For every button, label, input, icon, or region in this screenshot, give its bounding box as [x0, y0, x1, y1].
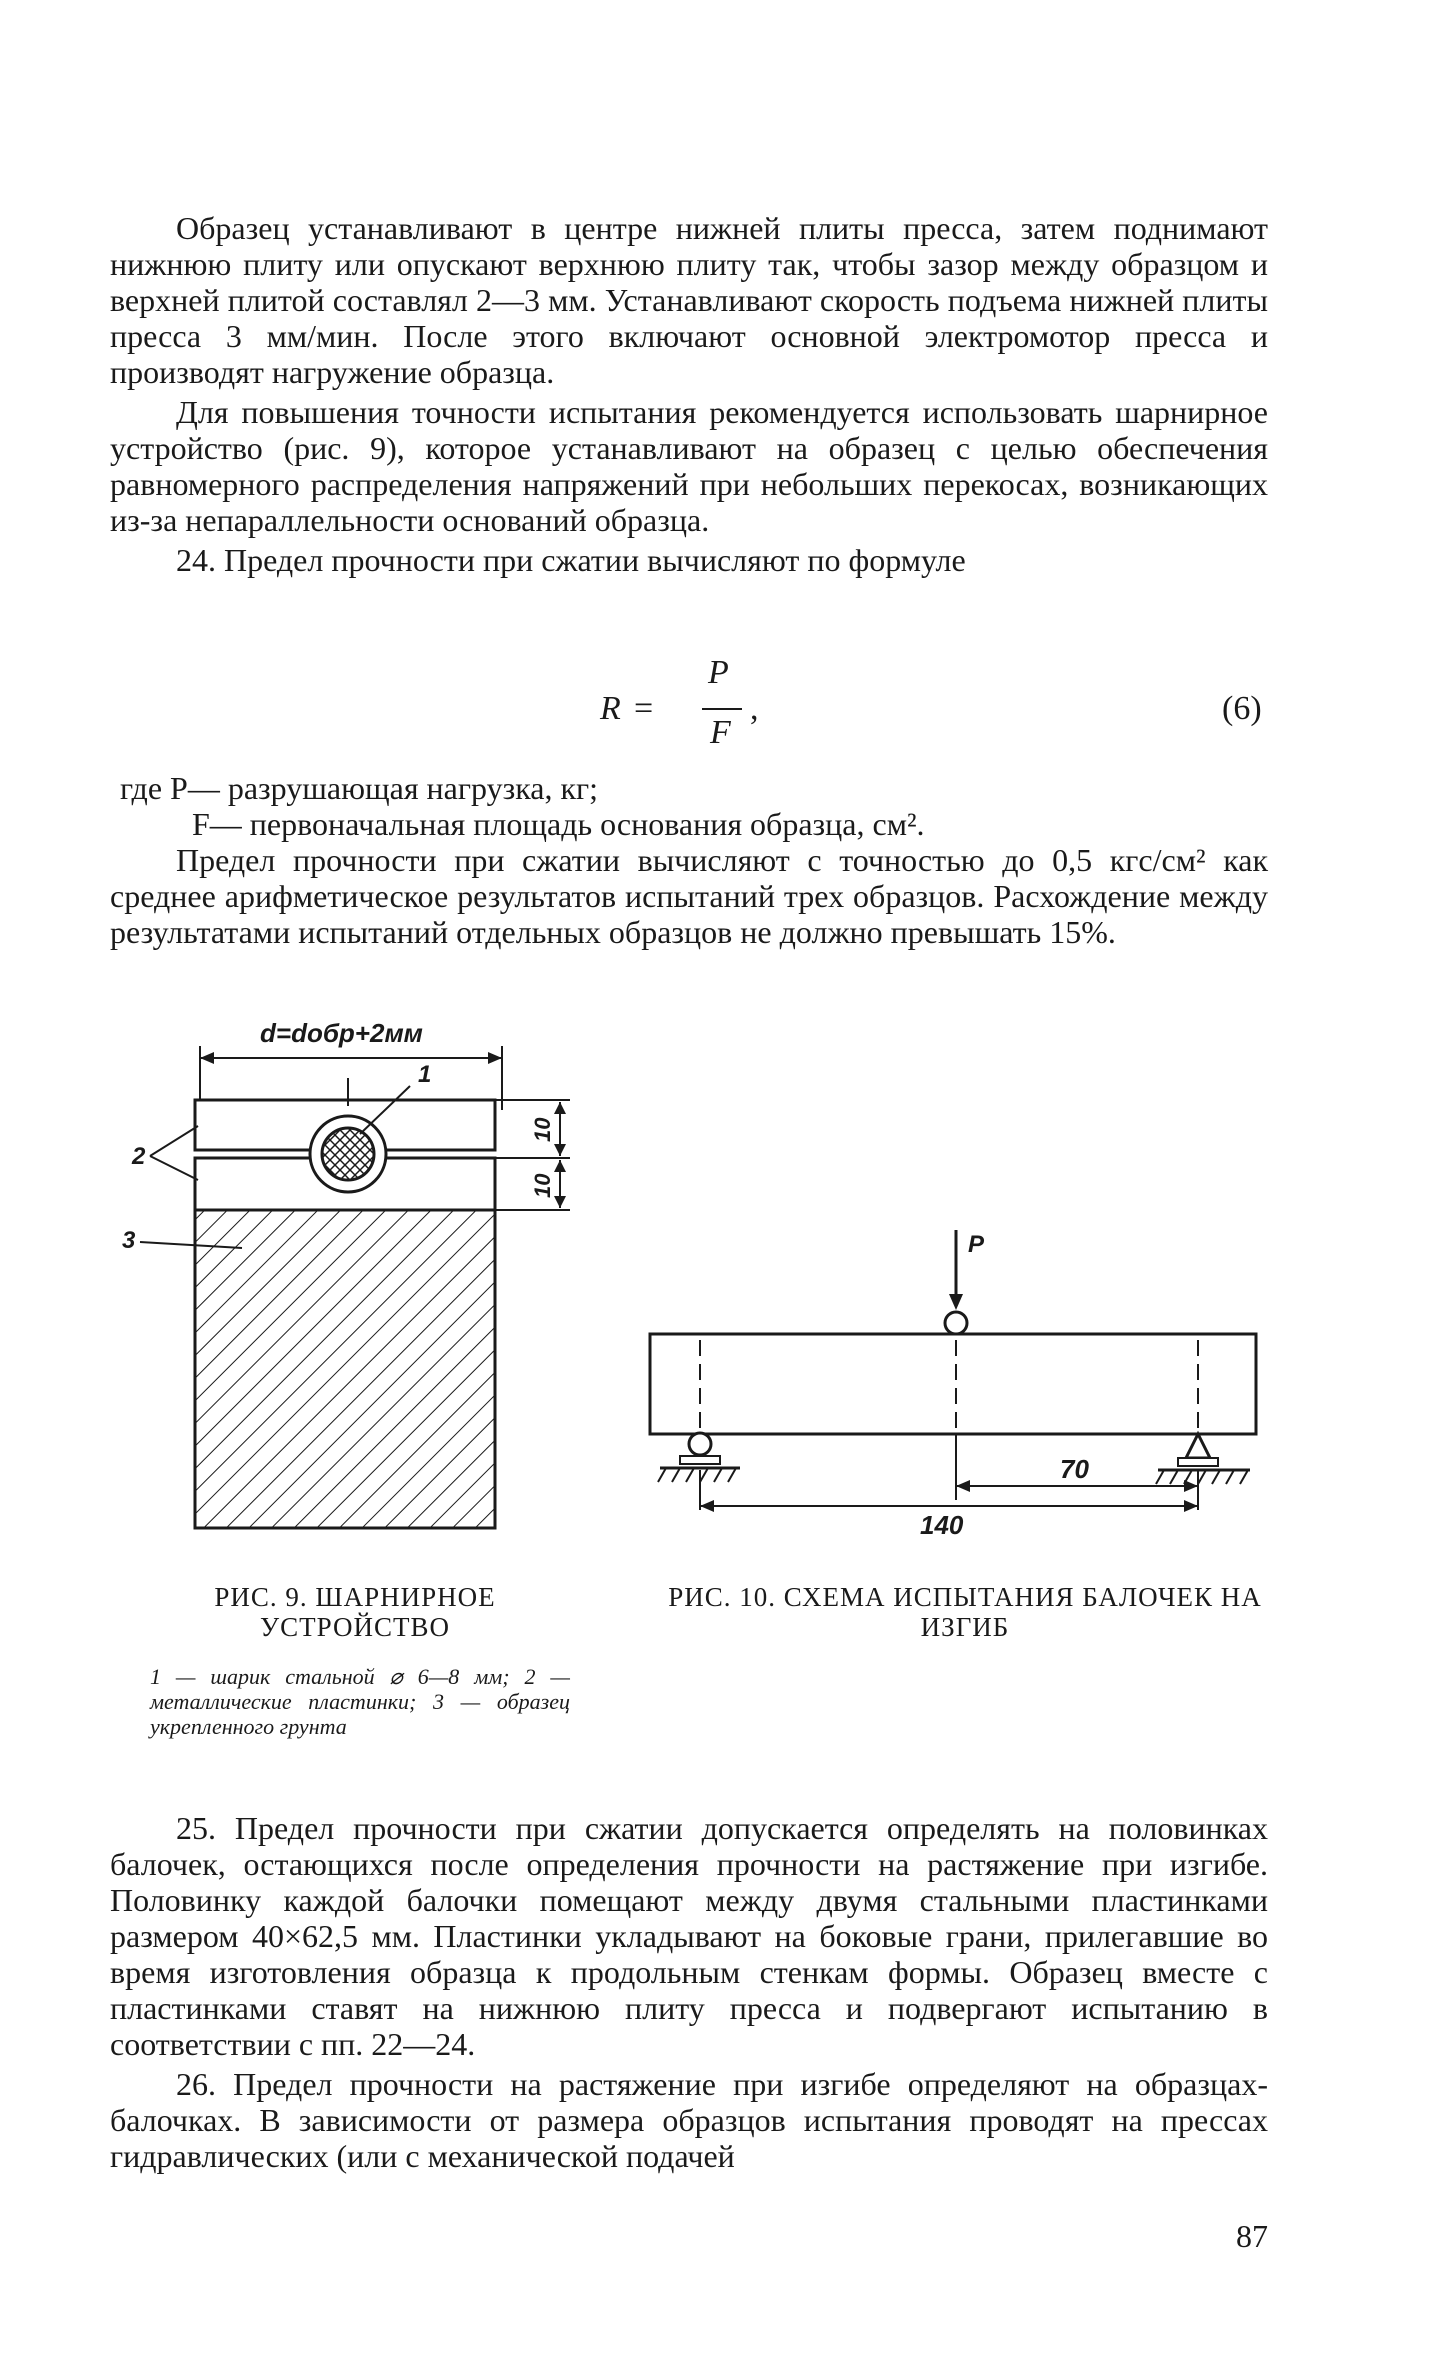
paragraph-specimen-placement [110, 210, 1268, 578]
formula-lhs: R [600, 690, 621, 727]
formula-definitions [110, 770, 1268, 950]
where-f: F— первоначальная площадь основания образца, см². [192, 806, 925, 842]
fig9-label-2: 2 [132, 1143, 146, 1170]
fig10-dim-140: 140 [920, 1510, 964, 1540]
paragraph-5: 25. Предел прочности при сжатии допускается определять на половинках балочек, остающихся после определения прочности на растяжение при изгибе. Половинку каждой балочки помещают между двумя стальными пластинками размером 40×62,5 мм. Пластинки укладывают на боковые грани, прилегавшие во время изготовления образца к продольным стенкам формы. Образец вместе с пластинками ставят на нижнюю плиту пресса и подвергают испытанию в соответствии с пп. 22—24. [110, 1810, 1268, 2062]
paragraph-6: 26. Предел прочности на растяжение при изгибе определяют на образцах-балочках. В зависимости от размера образцов испытания проводят на прессах гидравлических (или с механической подачей [110, 2066, 1268, 2174]
figure-9-hinge-device [110, 1010, 610, 1550]
fig9-specimen [195, 1210, 495, 1528]
figure-10-caption: РИС. 10. СХЕМА ИСПЫТАНИЯ БАЛОЧЕК НА ИЗГИБ [668, 1582, 1262, 1642]
fig9-label-1: 1 [418, 1061, 432, 1088]
paragraph-2: Для повышения точности испытания рекомендуется использовать шарнирное устройство (рис. 9), которое устанавливают на образец с целью обеспечения равномерного распределения напряжений при небольших перекосах, возникающих из-за непараллельности оснований образца. [110, 394, 1268, 538]
fig10-left-base [680, 1456, 720, 1464]
figure-9-legend: 1 — шарик стальной ⌀ 6—8 мм; 2 — металлические пластинки; 3 — образец укрепленного грунта [150, 1664, 570, 1739]
where-p: где P— разрушающая нагрузка, кг; [120, 770, 599, 806]
fig9-dim-10-bottom: 10 [530, 1173, 555, 1198]
fig10-left-roller [689, 1433, 711, 1455]
formula-numerator: P [708, 654, 729, 691]
fig10-load-roller [945, 1312, 967, 1334]
figure-9-caption: РИС. 9. ШАРНИРНОЕ УСТРОЙСТВО [214, 1582, 496, 1642]
paragraph-1: Образец устанавливают в центре нижней плиты пресса, затем поднимают нижнюю плиту или опускают верхнюю плиту так, чтобы зазор между образцом и верхней плитой составлял 2—3 мм. Устанавливают скорость подъема нижней плиты пресса 3 мм/мин. После этого включают основной электромотор пресса и производят нагружение образца. [110, 210, 1268, 390]
paragraph-4: Предел прочности при сжатии вычисляют с точностью до 0,5 кгс/см² как среднее арифметическое результатов испытаний трех образцов. Расхождение между результатами испытаний отдельных образцов не должно превышать 15%. [110, 842, 1268, 950]
fig10-load-arrow [949, 1294, 963, 1310]
formula-block [110, 654, 1268, 772]
fig10-beam [650, 1334, 1256, 1434]
page-number: 87 [1236, 2218, 1268, 2254]
fraction-bar [702, 708, 742, 710]
formula-comma: , [750, 690, 759, 727]
formula-number: (6) [1222, 690, 1262, 727]
figure-10-beam-bending-scheme [640, 1220, 1280, 1540]
formula-6 [110, 654, 1268, 772]
fig9-dim-10-top: 10 [530, 1117, 555, 1142]
fig10-load-label: P [968, 1231, 985, 1258]
paragraph-section-25-26 [110, 1810, 1268, 2174]
fig9-label-3: 3 [122, 1227, 136, 1254]
fig10-right-support [1186, 1434, 1210, 1458]
paragraph-3: 24. Предел прочности при сжатии вычисляют по формуле [176, 542, 966, 578]
fig9-dim-label: d=dобр+2мм [260, 1018, 423, 1048]
formula-equals: = [634, 690, 654, 727]
formula-denominator: F [710, 714, 731, 751]
fig10-dim-70: 70 [1060, 1454, 1089, 1484]
